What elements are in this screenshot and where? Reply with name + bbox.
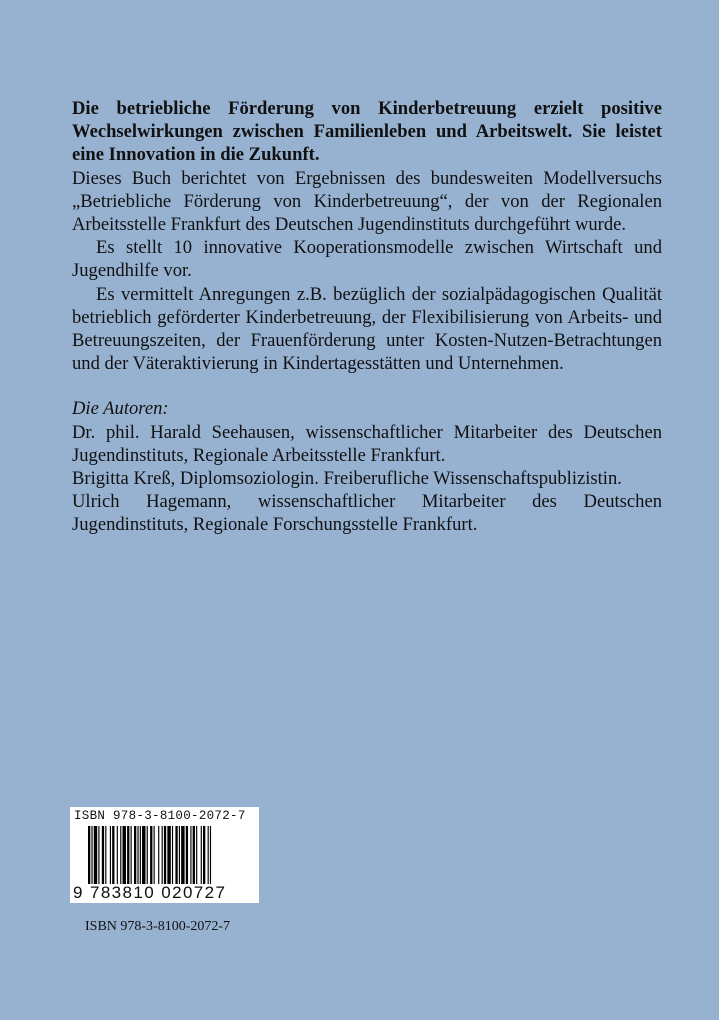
barcode-bar — [208, 826, 209, 884]
barcode-bar — [181, 826, 184, 884]
barcode-bar — [123, 826, 126, 884]
barcode-bar — [91, 826, 92, 884]
barcode — [70, 807, 259, 903]
barcode-bar — [102, 826, 104, 884]
barcode-bar — [147, 826, 148, 884]
barcode-bar — [154, 826, 155, 884]
author-seehausen: Dr. phil. Harald Seehausen, wissenschaftlicher Mitarbeiter des Deutschen Jugendinstituts, Regionale Arbeitsstelle Frankfurt. — [72, 421, 662, 466]
lead-paragraph: Die betriebliche Förderung von Kinderbetreuung erzielt positive Wechselwirkungen zwischen Familienleben und Arbeitswelt. Sie leistet eine Innovation in die Zukunft. — [72, 98, 662, 166]
barcode-bar — [179, 826, 180, 884]
paragraph-study: Dieses Buch berichtet von Ergebnissen des bundesweiten Modellversuchs „Betriebliche Förderung von Kinderbetreuung“, der von der Regionalen Arbeitsstelle Frankfurt des Deutschen Jugendinstituts durchgeführt wurde. — [72, 167, 662, 236]
barcode-bar — [94, 826, 97, 884]
barcode-bar — [164, 826, 166, 884]
barcode-bar — [142, 826, 145, 884]
section-gap — [72, 375, 662, 397]
back-cover-text — [72, 97, 662, 537]
barcode-bar — [127, 826, 129, 884]
isbn-footer: ISBN 978-3-8100-2072-7 — [85, 919, 231, 934]
barcode-bar — [175, 826, 177, 884]
barcode-bar — [172, 826, 173, 884]
barcode-bar — [131, 826, 132, 884]
barcode-bar — [210, 826, 211, 884]
barcode-bar — [193, 826, 195, 884]
barcode-bar — [158, 826, 159, 884]
barcode-bar — [190, 826, 191, 884]
barcode-bar — [201, 826, 202, 884]
authors-heading: Die Autoren: — [72, 398, 169, 420]
paragraph-models: Es stellt 10 innovative Kooperationsmodelle zwischen Wirtschaft und Jugendhilfe vor. — [72, 237, 662, 282]
barcode-bar — [98, 826, 99, 884]
barcode-bar — [110, 826, 111, 884]
barcode-bar — [140, 826, 141, 884]
author-hagemann: Ulrich Hagemann, wissenschaftlicher Mitarbeiter des Deutschen Jugendinstituts, Regionale Forschungsstelle Frankfurt. — [72, 491, 662, 536]
barcode-bar — [162, 826, 163, 884]
barcode-bar — [105, 826, 106, 884]
barcode-bars — [88, 826, 256, 884]
barcode-isbn-label: ISBN 978-3-8100-2072-7 — [74, 809, 246, 823]
barcode-bar — [112, 826, 114, 884]
barcode-bar — [150, 826, 152, 884]
barcode-bar — [137, 826, 138, 884]
barcode-bar — [186, 826, 188, 884]
barcode-bar — [196, 826, 197, 884]
paragraph-suggestions: Es vermittelt Anregungen z.B. bezüglich der sozialpädagogischen Qualität betrieblich geförderter Kinderbetreuung, der Flexibilisierung von Arbeits- und Betreuungszeiten, der Frauenförderung unter Kosten-Nutzen-Betrachtungen und der Väteraktivierung in Kindertagesstätten und Unternehmen. — [72, 283, 662, 375]
barcode-digits: 9 783810 020727 — [73, 883, 227, 902]
barcode-bar — [134, 826, 136, 884]
barcode-bar — [117, 826, 118, 884]
barcode-bar — [167, 826, 170, 884]
author-kress: Brigitta Kreß, Diplomsoziologin. Freiberufliche Wissenschaftspublizistin. — [72, 468, 622, 490]
barcode-bar — [88, 826, 90, 884]
barcode-bar — [120, 826, 121, 884]
barcode-bar — [203, 826, 205, 884]
